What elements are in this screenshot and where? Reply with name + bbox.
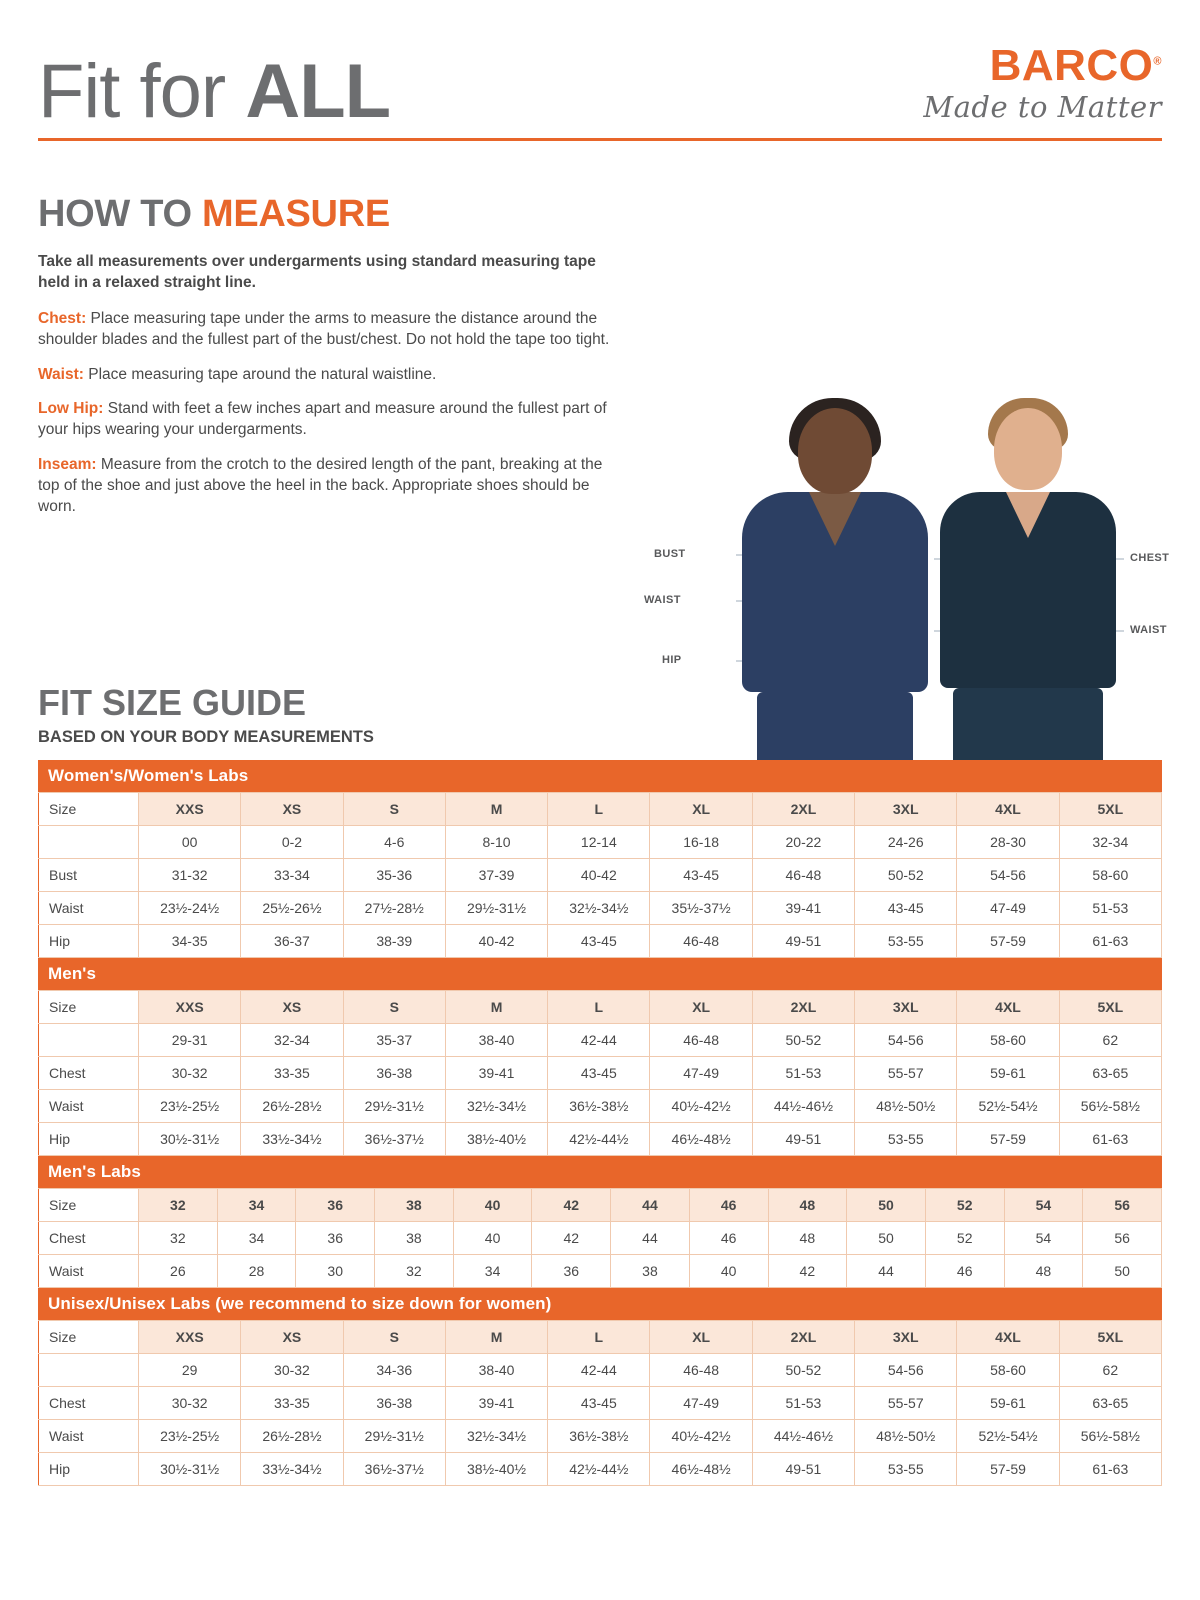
measure-item-inseam-label: Inseam:: [38, 455, 97, 473]
male-v-neck: [1006, 492, 1050, 538]
cell: 40½-42½: [650, 1420, 752, 1453]
female-head: [798, 408, 872, 494]
table-row: [39, 1453, 1162, 1486]
cell: 20-22: [752, 826, 854, 859]
cell: 61-63: [1059, 1123, 1161, 1156]
cell: 2XL: [752, 1321, 854, 1354]
cell: 48½-50½: [855, 1420, 957, 1453]
cell: 29-31: [139, 1024, 241, 1057]
cell: 42-44: [548, 1024, 650, 1057]
table-row: [39, 1090, 1162, 1123]
cell: 42: [768, 1255, 847, 1288]
cell: S: [343, 991, 445, 1024]
row-label: Size: [39, 793, 139, 826]
cell: 58-60: [1059, 859, 1161, 892]
cell: 48: [1004, 1255, 1083, 1288]
measure-item-low-hip-label: Low Hip:: [38, 399, 104, 417]
cell: 30-32: [139, 1387, 241, 1420]
cell: 54: [1004, 1222, 1083, 1255]
cell: L: [548, 991, 650, 1024]
cell: 4XL: [957, 793, 1059, 826]
row-label: Chest: [39, 1222, 139, 1255]
cell: 50: [847, 1189, 926, 1222]
cell: 58-60: [957, 1024, 1059, 1057]
fit-guide-subheading: BASED ON YOUR BODY MEASUREMENTS: [38, 728, 374, 746]
cell: 61-63: [1059, 1453, 1161, 1486]
cell: 2XL: [752, 793, 854, 826]
cell: 51-53: [752, 1057, 854, 1090]
cell: 26: [139, 1255, 218, 1288]
cell: 38: [611, 1255, 690, 1288]
cell: 42-44: [548, 1354, 650, 1387]
waist-label-left: WAIST: [644, 594, 681, 606]
row-label: Bust: [39, 859, 139, 892]
cell: 46: [925, 1255, 1004, 1288]
cell: 56: [1083, 1189, 1162, 1222]
cell: 34: [217, 1222, 296, 1255]
cell: L: [548, 793, 650, 826]
cell: 43-45: [855, 892, 957, 925]
table-row: [39, 1222, 1162, 1255]
cell: 30½-31½: [139, 1123, 241, 1156]
cell: 49-51: [752, 925, 854, 958]
size-table-womens: [38, 792, 1162, 958]
female-model-figure: [730, 408, 940, 812]
table-row: [39, 1024, 1162, 1057]
female-v-neck: [809, 492, 861, 546]
page-title-light: Fit for: [38, 48, 246, 134]
cell: 54: [1004, 1189, 1083, 1222]
cell: 29½-31½: [445, 892, 547, 925]
cell: 43-45: [548, 1057, 650, 1090]
size-table-mens: [38, 990, 1162, 1156]
table-row: [39, 1123, 1162, 1156]
cell: 38-40: [445, 1024, 547, 1057]
cell: 49-51: [752, 1123, 854, 1156]
cell: 33½-34½: [241, 1123, 343, 1156]
cell: 47-49: [650, 1057, 752, 1090]
header-divider: [38, 138, 1162, 141]
cell: 24-26: [855, 826, 957, 859]
male-scrub-top: [940, 492, 1116, 688]
cell: 35½-37½: [650, 892, 752, 925]
cell: 36½-37½: [343, 1123, 445, 1156]
cell: 54-56: [957, 859, 1059, 892]
cell: 56½-58½: [1059, 1090, 1161, 1123]
cell: 23½-24½: [139, 892, 241, 925]
row-label: Chest: [39, 1387, 139, 1420]
cell: 27½-28½: [343, 892, 445, 925]
cell: 46½-48½: [650, 1123, 752, 1156]
cell: 62: [1059, 1354, 1161, 1387]
cell: 35-37: [343, 1024, 445, 1057]
cell: 23½-25½: [139, 1090, 241, 1123]
cell: M: [445, 793, 547, 826]
brand-tagline: Made to Matter: [923, 90, 1162, 124]
cell: 16-18: [650, 826, 752, 859]
cell: XXS: [139, 1321, 241, 1354]
cell: 8-10: [445, 826, 547, 859]
measure-item-waist: [38, 364, 618, 385]
table-row: [39, 925, 1162, 958]
cell: 44½-46½: [752, 1090, 854, 1123]
cell: 36: [296, 1222, 375, 1255]
row-label: Waist: [39, 1420, 139, 1453]
cell: 42: [532, 1222, 611, 1255]
cell: 55-57: [855, 1057, 957, 1090]
measure-item-inseam-text: Measure from the crotch to the desired length of the pant, breaking at the top of the shoe and just above the heel in the back. Appropriate shoes should be worn.: [38, 455, 603, 516]
cell: 28: [217, 1255, 296, 1288]
cell: 46-48: [752, 859, 854, 892]
fit-guide-heading: FIT SIZE GUIDE: [38, 682, 307, 723]
measure-item-chest: [38, 308, 618, 351]
row-label: Size: [39, 1189, 139, 1222]
cell: 30-32: [139, 1057, 241, 1090]
cell: 48: [768, 1222, 847, 1255]
cell: 51-53: [752, 1387, 854, 1420]
chest-label: CHEST: [1130, 552, 1170, 564]
measure-item-waist-text: Place measuring tape around the natural waistline.: [83, 365, 437, 383]
cell: 43-45: [548, 1387, 650, 1420]
measure-item-waist-label: Waist:: [38, 365, 84, 383]
cell: 33-35: [241, 1387, 343, 1420]
row-label: Hip: [39, 925, 139, 958]
cell: 32½-34½: [548, 892, 650, 925]
cell: 57-59: [957, 1123, 1059, 1156]
size-table-unisex: [38, 1320, 1162, 1486]
cell: 52: [925, 1222, 1004, 1255]
female-scrub-top: [742, 492, 928, 692]
cell: 52½-54½: [957, 1420, 1059, 1453]
cell: 12-14: [548, 826, 650, 859]
cell: XS: [241, 991, 343, 1024]
cell: 57-59: [957, 1453, 1059, 1486]
cell: M: [445, 991, 547, 1024]
cell: 36½-38½: [548, 1090, 650, 1123]
how-to-measure-heading-plain: HOW TO: [38, 193, 202, 235]
cell: 39-41: [445, 1057, 547, 1090]
cell: 5XL: [1059, 793, 1161, 826]
cell: XXS: [139, 793, 241, 826]
cell: 4XL: [957, 991, 1059, 1024]
cell: 25½-26½: [241, 892, 343, 925]
cell: 36: [532, 1255, 611, 1288]
cell: 38½-40½: [445, 1453, 547, 1486]
measure-item-chest-text: Place measuring tape under the arms to measure the distance around the shoulder blades and the fullest part of the bust/chest. Do not hold the tape too tight.: [38, 309, 610, 349]
cell: XS: [241, 1321, 343, 1354]
cell: 48½-50½: [855, 1090, 957, 1123]
cell: 54-56: [855, 1024, 957, 1057]
cell: XS: [241, 793, 343, 826]
cell: 38-40: [445, 1354, 547, 1387]
cell: 40: [453, 1189, 532, 1222]
table-row: [39, 826, 1162, 859]
cell: 34-36: [343, 1354, 445, 1387]
cell: 32½-34½: [445, 1420, 547, 1453]
cell: 55-57: [855, 1387, 957, 1420]
cell: 43-45: [650, 859, 752, 892]
how-to-measure-heading-accent: MEASURE: [201, 193, 390, 235]
table-row: [39, 1057, 1162, 1090]
cell: 32: [375, 1255, 454, 1288]
size-table-mens-labs: [38, 1188, 1162, 1288]
cell: 2XL: [752, 991, 854, 1024]
cell: 50-52: [752, 1024, 854, 1057]
cell: XL: [650, 793, 752, 826]
cell: 48: [768, 1189, 847, 1222]
table-row: [39, 1354, 1162, 1387]
table-row: [39, 1189, 1162, 1222]
waist-label-right: WAIST: [1130, 624, 1167, 636]
cell: 30: [296, 1255, 375, 1288]
table-block-mens: [38, 958, 1162, 1156]
row-label: Chest: [39, 1057, 139, 1090]
cell: 32½-34½: [445, 1090, 547, 1123]
cell: 32: [139, 1222, 218, 1255]
cell: 3XL: [855, 991, 957, 1024]
cell: 42½-44½: [548, 1123, 650, 1156]
cell: 62: [1059, 1024, 1161, 1057]
measure-item-inseam: [38, 454, 618, 518]
brand-name-text: BARCO: [989, 41, 1154, 90]
cell: 53-55: [855, 1453, 957, 1486]
cell: 38-39: [343, 925, 445, 958]
table-row: [39, 1387, 1162, 1420]
cell: 29½-31½: [343, 1090, 445, 1123]
cell: 40½-42½: [650, 1090, 752, 1123]
brand-name: [989, 41, 1162, 90]
cell: 32-34: [241, 1024, 343, 1057]
cell: 00: [139, 826, 241, 859]
cell: 38½-40½: [445, 1123, 547, 1156]
cell: M: [445, 1321, 547, 1354]
cell: 39-41: [445, 1387, 547, 1420]
measure-item-low-hip-text: Stand with feet a few inches apart and measure around the fullest part of your hips wearing your undergarments.: [38, 399, 607, 439]
measure-item-chest-label: Chest:: [38, 309, 87, 327]
cell: 44: [611, 1189, 690, 1222]
table-row: [39, 1321, 1162, 1354]
cell: 5XL: [1059, 1321, 1161, 1354]
cell: 32-34: [1059, 826, 1161, 859]
cell: 42½-44½: [548, 1453, 650, 1486]
cell: 51-53: [1059, 892, 1161, 925]
cell: 44: [847, 1255, 926, 1288]
cell: S: [343, 1321, 445, 1354]
table-row: [39, 1420, 1162, 1453]
cell: 30½-31½: [139, 1453, 241, 1486]
cell: 39-41: [752, 892, 854, 925]
brand-logo: [923, 41, 1162, 128]
cell: 32: [139, 1189, 218, 1222]
cell: 26½-28½: [241, 1420, 343, 1453]
cell: 61-63: [1059, 925, 1161, 958]
cell: 46-48: [650, 1354, 752, 1387]
table-block-womens: [38, 760, 1162, 958]
cell: 54-56: [855, 1354, 957, 1387]
table-band-mens: Men's: [38, 958, 1162, 990]
cell: 34-35: [139, 925, 241, 958]
row-label: Hip: [39, 1123, 139, 1156]
cell: 50-52: [855, 859, 957, 892]
cell: S: [343, 793, 445, 826]
male-head: [994, 408, 1062, 490]
table-band-unisex: Unisex/Unisex Labs (we recommend to size down for women): [38, 1288, 1162, 1320]
cell: 47-49: [957, 892, 1059, 925]
male-model-figure: [920, 408, 1135, 812]
row-label: Waist: [39, 1255, 139, 1288]
table-row: [39, 793, 1162, 826]
measure-lead: Take all measurements over undergarments using standard measuring tape held in a relaxed straight line.: [38, 253, 596, 291]
cell: 46-48: [650, 1024, 752, 1057]
cell: 3XL: [855, 793, 957, 826]
how-to-measure-text: [38, 252, 618, 518]
cell: 63-65: [1059, 1057, 1161, 1090]
table-row: [39, 892, 1162, 925]
page-header: [38, 0, 1162, 134]
cell: 31-32: [139, 859, 241, 892]
table-row: [39, 1255, 1162, 1288]
page-title: [38, 48, 391, 134]
cell: 36-38: [343, 1057, 445, 1090]
cell: 40-42: [445, 925, 547, 958]
cell: 46½-48½: [650, 1453, 752, 1486]
how-to-measure-heading: [38, 193, 1162, 236]
cell: XL: [650, 991, 752, 1024]
cell: 5XL: [1059, 991, 1161, 1024]
row-label: Waist: [39, 1090, 139, 1123]
cell: 40-42: [548, 859, 650, 892]
cell: 23½-25½: [139, 1420, 241, 1453]
cell: 44½-46½: [752, 1420, 854, 1453]
female-figure: [730, 408, 940, 812]
cell: 52: [925, 1189, 1004, 1222]
cell: 29½-31½: [343, 1420, 445, 1453]
cell: 46-48: [650, 925, 752, 958]
cell: 50-52: [752, 1354, 854, 1387]
cell: 47-49: [650, 1387, 752, 1420]
cell: 4-6: [343, 826, 445, 859]
row-label: Hip: [39, 1453, 139, 1486]
row-label: Waist: [39, 892, 139, 925]
cell: 36½-37½: [343, 1453, 445, 1486]
table-row: [39, 859, 1162, 892]
registered-mark-icon: ®: [1153, 55, 1162, 68]
cell: 3XL: [855, 1321, 957, 1354]
cell: 29: [139, 1354, 241, 1387]
cell: 53-55: [855, 925, 957, 958]
cell: XL: [650, 1321, 752, 1354]
cell: 38: [375, 1189, 454, 1222]
cell: 36-38: [343, 1387, 445, 1420]
fit-guide-headings: [38, 682, 374, 759]
cell: 40: [689, 1255, 768, 1288]
cell: 50: [847, 1222, 926, 1255]
size-tables: [38, 760, 1162, 1486]
cell: 33-34: [241, 859, 343, 892]
row-label: [39, 826, 139, 859]
table-band-womens: Women's/Women's Labs: [38, 760, 1162, 792]
cell: 34: [217, 1189, 296, 1222]
cell: 36½-38½: [548, 1420, 650, 1453]
cell: 0-2: [241, 826, 343, 859]
cell: 59-61: [957, 1387, 1059, 1420]
cell: 44: [611, 1222, 690, 1255]
cell: 58-60: [957, 1354, 1059, 1387]
cell: 33-35: [241, 1057, 343, 1090]
hip-label: HIP: [662, 654, 682, 666]
cell: 63-65: [1059, 1387, 1161, 1420]
cell: 56: [1083, 1222, 1162, 1255]
page-title-bold: ALL: [245, 48, 391, 134]
row-label: Size: [39, 1321, 139, 1354]
table-block-mens-labs: [38, 1156, 1162, 1288]
bust-label: BUST: [654, 548, 686, 560]
cell: 46: [689, 1222, 768, 1255]
cell: 43-45: [548, 925, 650, 958]
male-figure: [920, 408, 1135, 812]
cell: 26½-28½: [241, 1090, 343, 1123]
row-label: Size: [39, 991, 139, 1024]
cell: 40: [453, 1222, 532, 1255]
cell: 28-30: [957, 826, 1059, 859]
cell: 33½-34½: [241, 1453, 343, 1486]
cell: 52½-54½: [957, 1090, 1059, 1123]
measure-item-low-hip: [38, 398, 618, 441]
cell: 50: [1083, 1255, 1162, 1288]
cell: 56½-58½: [1059, 1420, 1161, 1453]
cell: 49-51: [752, 1453, 854, 1486]
cell: 46: [689, 1189, 768, 1222]
cell: 53-55: [855, 1123, 957, 1156]
cell: XXS: [139, 991, 241, 1024]
table-block-unisex: [38, 1288, 1162, 1486]
cell: 36-37: [241, 925, 343, 958]
cell: 38: [375, 1222, 454, 1255]
cell: 30-32: [241, 1354, 343, 1387]
cell: 37-39: [445, 859, 547, 892]
table-row: [39, 991, 1162, 1024]
cell: 4XL: [957, 1321, 1059, 1354]
cell: L: [548, 1321, 650, 1354]
cell: 59-61: [957, 1057, 1059, 1090]
table-band-mens-labs: Men's Labs: [38, 1156, 1162, 1188]
cell: 57-59: [957, 925, 1059, 958]
cell: 35-36: [343, 859, 445, 892]
row-label: [39, 1354, 139, 1387]
cell: 36: [296, 1189, 375, 1222]
row-label: [39, 1024, 139, 1057]
cell: 34: [453, 1255, 532, 1288]
cell: 42: [532, 1189, 611, 1222]
